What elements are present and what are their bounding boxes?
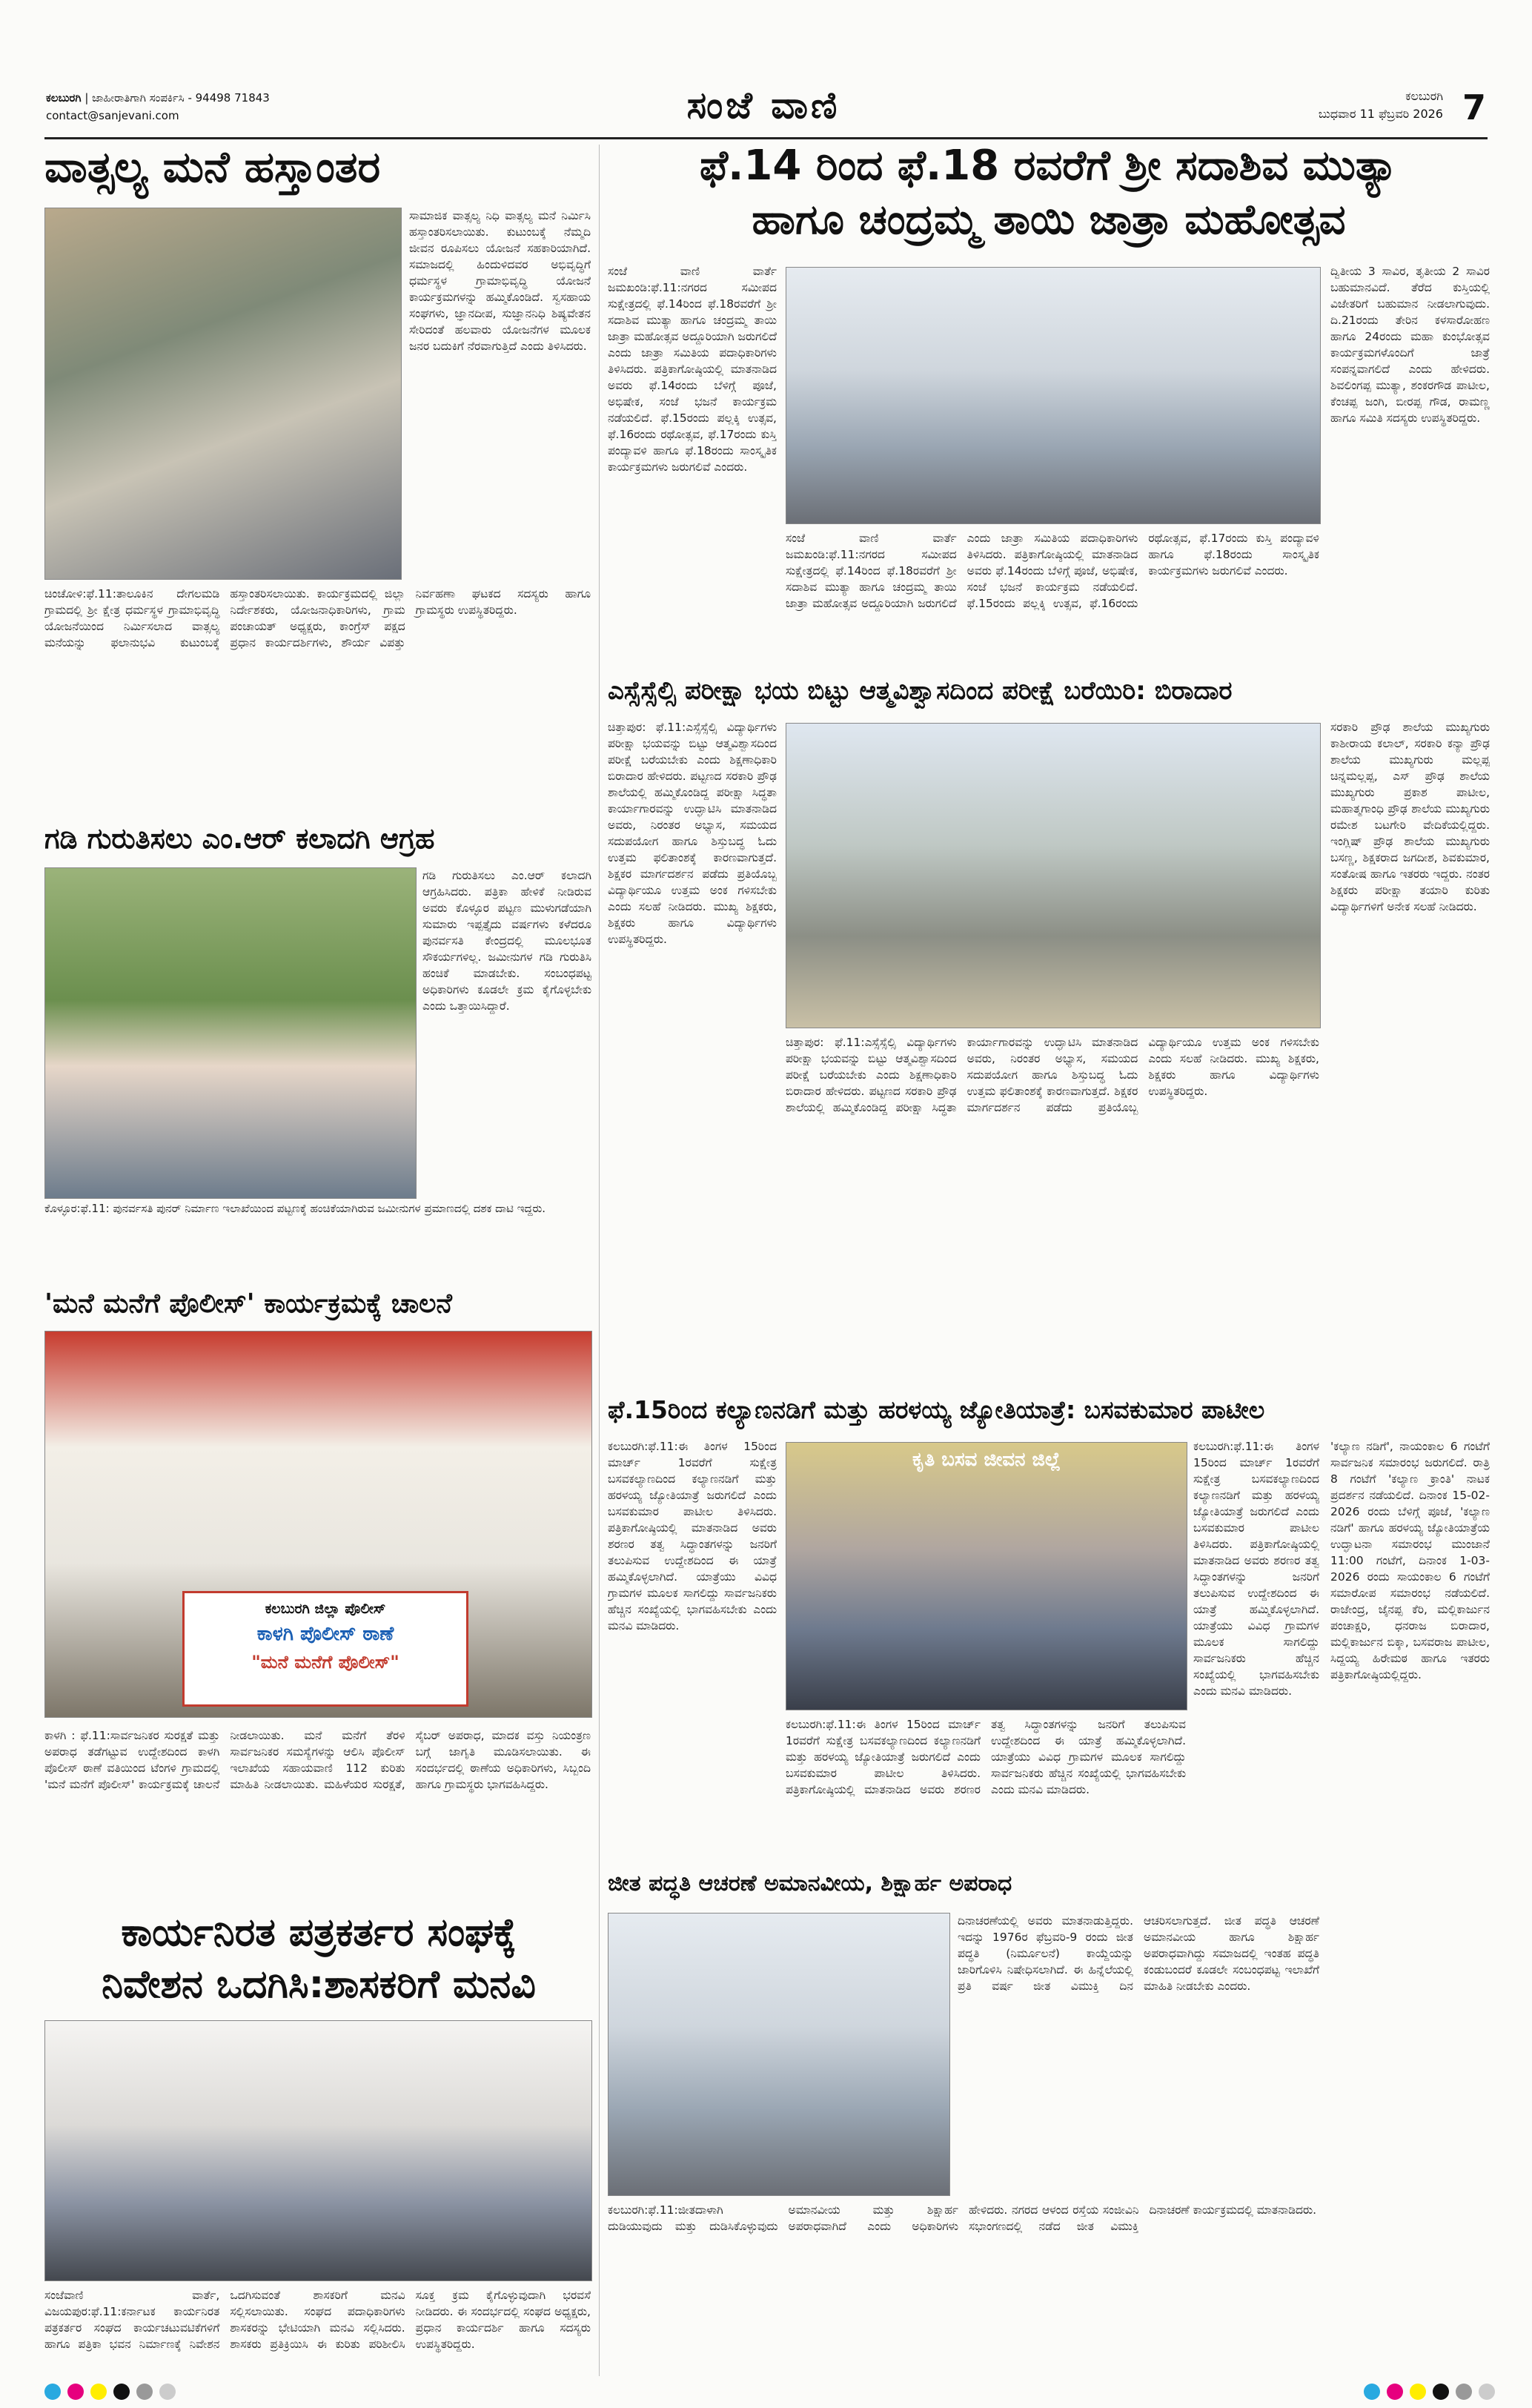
article7-body-right: 'ಕಲ್ಯಾಣ ನಡಿಗೆ', ನಾಯಂಕಾಲ 6 ಗಂಟೆಗೆ ಸಾರ್ವಜನಿಕ ಸಮಾರಂಭ ಜರುಗಲಿದೆ. ರಾತ್ರಿ 8 ಗಂಟೆಗೆ 'ಕಲ್ಯಾಣ ಕ್ರಾಂತಿ' ನಾಟಕ ಪ್ರದರ್ಶನ ನಡೆಯಲಿದೆ. ದಿನಾಂಕ 15-02-2026 ರಂದು ಬೆಳಿಗ್ಗೆ ಪೂಜೆ, 'ಕಲ್ಯಾಣ ನಡಿಗೆ' ಹಾಗೂ ಹರಳಯ್ಯ ಜ್ಯೋತಿಯಾತ್ರೆಯ ಉದ್ಘಾಟನಾ ಸಮಾರಂಭ ಮುಂಜಾನೆ 11:00 ಗಂಟೆಗೆ, ದಿನಾಂಕ 1-03-2026 ರಂದು ಸಾಯಂಕಾಲ 6 ಗಂಟೆಗೆ ಸಮಾರೋಪ ಸಮಾರಂಭ ನಡೆಯಲಿದೆ. ರಾಜೇಂದ್ರ, ಜೈನಪ್ಪ ಕೆರಿ, ಮಲ್ಲಿಕಾರ್ಜುನ ಪಂಚಾಕ್ಷರಿ, ಧನರಾಜ ಬಿರಾದಾರ, ಮಲ್ಲಿಕಾರ್ಜುನ ಬಿಕ್ಕಾ, ಬಸವರಾಜ ಪಾಟೀಲ, ಸಿದ್ದಯ್ಯ ಹಿರೇಮಠ ಹಾಗೂ ಇತರರು ಪತ್ರಿಕಾಗೋಷ್ಠಿಯಲ್ಲಿದ್ದರು. bbox=[1330, 1440, 1490, 1681]
swatch-gray bbox=[136, 2384, 153, 2400]
article6-headline: ಎಸ್ಸೆಸ್ಸೆಲ್ಸಿ ಪರೀಕ್ಷಾ ಭಯ ಬಿಟ್ಟು ಆತ್ಮವಿಶ್ವಾಸದಿಂದ ಪರೀಕ್ಷೆ ಬರೆಯಿರಿ: ಬಿರಾದಾರ bbox=[608, 676, 1233, 706]
masthead-left: ಕಲಬುರಗಿ | ಜಾಹೀರಾತಿಗಾಗಿ ಸಂಪರ್ಕಿಸಿ - 94498 71843 contact@sanjevani.com bbox=[46, 89, 270, 125]
swatch-lightgray bbox=[159, 2384, 176, 2400]
article1-photo bbox=[44, 208, 402, 580]
article1-body: ಚಿಂಚೋಳಿ:ಫೆ.11:ತಾಲೂಕಿನ ದೇಗಲಮಡಿ ಗ್ರಾಮದಲ್ಲಿ ಶ್ರೀ ಕ್ಷೇತ್ರ ಧರ್ಮಸ್ಥಳ ಗ್ರಾಮಾಭಿವೃದ್ಧಿ ಯೋಜನೆಯಿಂದ ನಿರ್ಮಿಸಲಾದ ವಾತ್ಸಲ್ಯ ಮನೆಯನ್ನು ಫಲಾನುಭವಿ ಕುಟುಂಬಕ್ಕೆ ಹಸ್ತಾಂತರಿಸಲಾಯಿತು. ಕಾರ್ಯಕ್ರಮದಲ್ಲಿ ಜಿಲ್ಲಾ ನಿರ್ದೇಶಕರು, ಯೋಜನಾಧಿಕಾರಿಗಳು, ಗ್ರಾಮ ಪಂಚಾಯತ್ ಅಧ್ಯಕ್ಷರು, ಕಾಂಗ್ರೆಸ್ ಪಕ್ಷದ ಪ್ರಧಾನ ಕಾರ್ಯದರ್ಶಿಗಳು, ಶೌರ್ಯ ವಿಪತ್ತು ನಿರ್ವಹಣಾ ಘಟಕದ ಸದಸ್ಯರು ಹಾಗೂ ಗ್ರಾಮಸ್ಥರು ಉಪಸ್ಥಿತರಿದ್ದರು. bbox=[44, 587, 591, 649]
article7-headline: ಫೆ.15ರಿಂದ ಕಲ್ಯಾಣನಡಿಗೆ ಮತ್ತು ಹರಳಯ್ಯ ಜ್ಯೋತಿಯಾತ್ರೆ: ಬಸವಕುಮಾರ ಪಾಟೀಲ bbox=[608, 1395, 1265, 1424]
article5-headline-line1: ಫೆ.14 ರಿಂದ ಫೆ.18 ರವರೆಗೆ ಶ್ರೀ ಸದಾಶಿವ ಮುತ್ಯಾ bbox=[699, 142, 1399, 190]
article4-photo bbox=[44, 2020, 592, 2281]
article6-body-col1: ಚಿತ್ತಾಪುರ: ಫೆ.11:ಎಸ್ಸೆಸ್ಸೆಲ್ಸಿ ವಿದ್ಯಾರ್ಥಿಗಳು ಪರೀಕ್ಷಾ ಭಯವನ್ನು ಬಿಟ್ಟು ಆತ್ಮವಿಶ್ವಾಸದಿಂದ ಪರೀಕ್ಷೆ ಬರೆಯಬೇಕು ಎಂದು ಶಿಕ್ಷಣಾಧಿಕಾರಿ ಬಿರಾದಾರ ಹೇಳಿದರು. ಪಟ್ಟಣದ ಸರಕಾರಿ ಪ್ರೌಢ ಶಾಲೆಯಲ್ಲಿ ಹಮ್ಮಿಕೊಂಡಿದ್ದ ಪರೀಕ್ಷಾ ಸಿದ್ಧತಾ ಕಾರ್ಯಾಗಾರವನ್ನು ಉದ್ಘಾಟಿಸಿ ಮಾತನಾಡಿದ ಅವರು, ನಿರಂತರ ಅಭ್ಯಾಸ, ಸಮಯದ ಸದುಪಯೋಗ ಹಾಗೂ ಶಿಸ್ತುಬದ್ಧ ಓದು ಉತ್ತಮ ಫಲಿತಾಂಶಕ್ಕೆ ಕಾರಣವಾಗುತ್ತದೆ. ಶಿಕ್ಷಕರ ಮಾರ್ಗದರ್ಶನ ಪಡೆದು ಪ್ರತಿಯೊಬ್ಬ ವಿದ್ಯಾರ್ಥಿಯೂ ಉತ್ತಮ ಅಂಕ ಗಳಿಸಬೇಕು ಎಂದು ಸಲಹೆ ನೀಡಿದರು. ಮುಖ್ಯ ಶಿಕ್ಷಕರು, ಶಿಕ್ಷಕರು ಹಾಗೂ ವಿದ್ಯಾರ್ಥಿಗಳು ಉಪಸ್ಥಿತರಿದ್ದರು. bbox=[608, 721, 777, 946]
color-swatches-left bbox=[44, 2384, 179, 2403]
swatch-black bbox=[1433, 2384, 1449, 2400]
article6-body-right: ಸರಕಾರಿ ಪ್ರೌಢ ಶಾಲೆಯ ಮುಖ್ಯಗುರು ಕಾಶೀರಾಯ ಕಲಾಲ್, ಸರಕಾರಿ ಕನ್ಯಾ ಪ್ರೌಢ ಶಾಲೆಯ ಮುಖ್ಯಗುರು ಮಲ್ಲಪ್ಪ ಚಿನ್ನಮಲ್ಲಪ್ಪ, ಎಸ್ ಪ್ರೌಢ ಶಾಲೆಯ ಮುಖ್ಯಗುರು ಪ್ರಕಾಶ ಪಾಟೀಲ, ಮಹಾತ್ಮಗಾಂಧಿ ಪ್ರೌಢ ಶಾಲೆಯ ಮುಖ್ಯಗುರು ರಮೇಶ ಬಟಗೇರಿ ವೇದಿಕೆಯಲ್ಲಿದ್ದರು. ಇಂಗ್ಲಿಷ್ ಪ್ರೌಢ ಶಾಲೆಯ ಮುಖ್ಯಗುರು ಬಸಣ್ಣ, ಶಿಕ್ಷಕರಾದ ಜಗದೀಶ, ಶಿವಕುಮಾರ, ಸಂತೋಷ ಹಾಗೂ ಇತರರು ಇದ್ದರು. ನಂತರ ಶಿಕ್ಷಕರು ಪರೀಕ್ಷಾ ತಯಾರಿ ಕುರಿತು ವಿದ್ಯಾರ್ಥಿಗಳಿಗೆ ಅನೇಕ ಸಲಹೆ ನೀಡಿದರು. bbox=[1330, 721, 1490, 913]
article3-photo bbox=[44, 1331, 592, 1718]
page-number: 7 bbox=[1462, 87, 1486, 128]
swatch-cyan bbox=[44, 2384, 61, 2400]
color-swatches-right bbox=[1364, 2384, 1498, 2403]
swatch-black bbox=[113, 2384, 130, 2400]
police-banner-line2: ಕಾಳಗಿ ಪೊಲೀಸ್ ಠಾಣೆ bbox=[256, 1623, 394, 1645]
masthead-ad-contact: ಜಾಹೀರಾತಿಗಾಗಿ ಸಂಪರ್ಕಿಸಿ - 94498 71843 bbox=[92, 91, 270, 105]
article6-body-bottom: ಚಿತ್ತಾಪುರ: ಫೆ.11:ಎಸ್ಸೆಸ್ಸೆಲ್ಸಿ ವಿದ್ಯಾರ್ಥಿಗಳು ಪರೀಕ್ಷಾ ಭಯವನ್ನು ಬಿಟ್ಟು ಆತ್ಮವಿಶ್ವಾಸದಿಂದ ಪರೀಕ್ಷೆ ಬರೆಯಬೇಕು ಎಂದು ಶಿಕ್ಷಣಾಧಿಕಾರಿ ಬಿರಾದಾರ ಹೇಳಿದರು. ಪಟ್ಟಣದ ಸರಕಾರಿ ಪ್ರೌಢ ಶಾಲೆಯಲ್ಲಿ ಹಮ್ಮಿಕೊಂಡಿದ್ದ ಪರೀಕ್ಷಾ ಸಿದ್ಧತಾ ಕಾರ್ಯಾಗಾರವನ್ನು ಉದ್ಘಾಟಿಸಿ ಮಾತನಾಡಿದ ಅವರು, ನಿರಂತರ ಅಭ್ಯಾಸ, ಸಮಯದ ಸದುಪಯೋಗ ಹಾಗೂ ಶಿಸ್ತುಬದ್ಧ ಓದು ಉತ್ತಮ ಫಲಿತಾಂಶಕ್ಕೆ ಕಾರಣವಾಗುತ್ತದೆ. ಶಿಕ್ಷಕರ ಮಾರ್ಗದರ್ಶನ ಪಡೆದು ಪ್ರತಿಯೊಬ್ಬ ವಿದ್ಯಾರ್ಥಿಯೂ ಉತ್ತಮ ಅಂಕ ಗಳಿಸಬೇಕು ಎಂದು ಸಲಹೆ ನೀಡಿದರು. ಮುಖ್ಯ ಶಿಕ್ಷಕರು, ಶಿಕ್ಷಕರು ಹಾಗೂ ವಿದ್ಯಾರ್ಥಿಗಳು ಉಪಸ್ಥಿತರಿದ್ದರು. bbox=[786, 1036, 1319, 1114]
police-banner bbox=[182, 1591, 468, 1707]
article4-body: ಸಂಜೆವಾಣಿ ವಾರ್ತೆ, ವಿಜಯಪುರ:ಫೆ.11:ಕರ್ನಾಟಕ ಕಾರ್ಯನಿರತ ಪತ್ರಕರ್ತರ ಸಂಘದ ಕಾರ್ಯಚಟುವಟಿಕೆಗಳಿಗೆ ಹಾಗೂ ಪತ್ರಿಕಾ ಭವನ ನಿರ್ಮಾಣಕ್ಕೆ ನಿವೇಶನ ಒದಗಿಸುವಂತೆ ಶಾಸಕರಿಗೆ ಮನವಿ ಸಲ್ಲಿಸಲಾಯಿತು. ಸಂಘದ ಪದಾಧಿಕಾರಿಗಳು ಶಾಸಕರನ್ನು ಭೇಟಿಯಾಗಿ ಮನವಿ ಸಲ್ಲಿಸಿದರು. ಶಾಸಕರು ಪ್ರತಿಕ್ರಿಯಿಸಿ ಈ ಕುರಿತು ಪರಿಶೀಲಿಸಿ ಸೂಕ್ತ ಕ್ರಮ ಕೈಗೊಳ್ಳುವುದಾಗಿ ಭರವಸೆ ನೀಡಿದರು. ಈ ಸಂದರ್ಭದಲ್ಲಿ ಸಂಘದ ಅಧ್ಯಕ್ಷರು, ಪ್ರಧಾನ ಕಾರ್ಯದರ್ಶಿ ಹಾಗೂ ಸದಸ್ಯರು ಉಪಸ್ಥಿತರಿದ್ದರು. bbox=[44, 2289, 591, 2351]
column-divider bbox=[599, 145, 600, 2376]
newspaper-logo: ಸಂಜೆ ವಾಣಿ bbox=[686, 83, 840, 127]
police-banner-line1: ಕಲಬುರಗಿ ಜಿಲ್ಲಾ ಪೊಲೀಸ್ bbox=[265, 1601, 386, 1617]
masthead-rule bbox=[44, 137, 1488, 139]
swatch-cyan bbox=[1364, 2384, 1380, 2400]
swatch-magenta bbox=[1387, 2384, 1403, 2400]
masthead-city: ಕಲಬುರಗಿ bbox=[46, 91, 82, 105]
masthead-date: ಬುಧವಾರ 11 ಫೆಬ್ರವರಿ 2026 bbox=[1318, 107, 1443, 121]
swatch-gray bbox=[1456, 2384, 1472, 2400]
article7-body-mid: ಕಲಬುರಗಿ:ಫೆ.11:ಈ ತಿಂಗಳ 15ರಿಂದ ಮಾರ್ಚ್ 1ರವರೆಗೆ ಸುಕ್ಷೇತ್ರ ಬಸವಕಲ್ಯಾಣದಿಂದ ಕಲ್ಯಾಣನಡಿಗೆ ಮತ್ತು ಹರಳಯ್ಯ ಜ್ಯೋತಿಯಾತ್ರೆ ಜರುಗಲಿದೆ ಎಂದು ಬಸವಕುಮಾರ ಪಾಟೀಲ ತಿಳಿಸಿದರು. ಪತ್ರಿಕಾಗೋಷ್ಠಿಯಲ್ಲಿ ಮಾತನಾಡಿದ ಅವರು ಶರಣರ ತತ್ವ ಸಿದ್ಧಾಂತಗಳನ್ನು ಜನರಿಗೆ ತಲುಪಿಸುವ ಉದ್ದೇಶದಿಂದ ಈ ಯಾತ್ರೆ ಹಮ್ಮಿಕೊಳ್ಳಲಾಗಿದೆ. ಯಾತ್ರೆಯು ವಿವಿಧ ಗ್ರಾಮಗಳ ಮೂಲಕ ಸಾಗಲಿದ್ದು ಸಾರ್ವಜನಿಕರು ಹೆಚ್ಚಿನ ಸಂಖ್ಯೆಯಲ್ಲಿ ಭಾಗವಹಿಸಬೇಕು ಎಂದು ಮನವಿ ಮಾಡಿದರು. bbox=[1193, 1440, 1319, 1698]
article5-photo bbox=[786, 267, 1321, 524]
article8-body-bottom: ಕಲಬುರಗಿ:ಫೆ.11:ಜೀತದಾಳಾಗಿ ದುಡಿಯುವುದು ಮತ್ತು ದುಡಿಸಿಕೊಳ್ಳುವುದು ಅಮಾನವೀಯ ಮತ್ತು ಶಿಕ್ಷಾರ್ಹ ಅಪರಾಧವಾಗಿದೆ ಎಂದು ಅಧಿಕಾರಿಗಳು ಹೇಳಿದರು. ನಗರದ ಆಳಂದ ರಸ್ತೆಯ ಸಂಜೀವಿನಿ ಸಭಾಂಗಣದಲ್ಲಿ ನಡೆದ ಜೀತ ವಿಮುಕ್ತಿ ದಿನಾಚರಣೆ ಕಾರ್ಯಕ್ರಮದಲ್ಲಿ ಮಾತನಾಡಿದರು. bbox=[608, 2203, 1317, 2233]
article5-body-col1: ಸಂಜೆ ವಾಣಿ ವಾರ್ತೆ ಜಮಖಂಡಿ:ಫೆ.11:ನಗರದ ಸಮೀಪದ ಸುಕ್ಷೇತ್ರದಲ್ಲಿ ಫೆ.14ರಿಂದ ಫೆ.18ರವರೆಗೆ ಶ್ರೀ ಸದಾಶಿವ ಮುತ್ಯಾ ಹಾಗೂ ಚಂದ್ರಮ್ಮ ತಾಯಿ ಜಾತ್ರಾ ಮಹೋತ್ಸವ ಅದ್ದೂರಿಯಾಗಿ ಜರುಗಲಿದೆ ಎಂದು ಜಾತ್ರಾ ಸಮಿತಿಯ ಪದಾಧಿಕಾರಿಗಳು ತಿಳಿಸಿದರು. ಪತ್ರಿಕಾಗೋಷ್ಠಿಯಲ್ಲಿ ಮಾತನಾಡಿದ ಅವರು ಫೆ.14ರಂದು ಬೆಳಿಗ್ಗೆ ಪೂಜೆ, ಅಭಿಷೇಕ, ಸಂಜೆ ಭಜನೆ ಕಾರ್ಯಕ್ರಮ ನಡೆಯಲಿದೆ. ಫೆ.15ರಂದು ಪಲ್ಲಕ್ಕಿ ಉತ್ಸವ, ಫೆ.16ರಂದು ರಥೋತ್ಸವ, ಫೆ.17ರಂದು ಕುಸ್ತಿ ಪಂದ್ಯಾವಳಿ ಹಾಗೂ ಫೆ.18ರಂದು ಸಾಂಸ್ಕೃತಿಕ ಕಾರ್ಯಕ್ರಮಗಳು ಜರುಗಲಿವೆ ಎಂದರು. bbox=[608, 265, 777, 474]
article7-body-col1: ಕಲಬುರಗಿ:ಫೆ.11:ಈ ತಿಂಗಳ 15ರಿಂದ ಮಾರ್ಚ್ 1ರವರೆಗೆ ಸುಕ್ಷೇತ್ರ ಬಸವಕಲ್ಯಾಣದಿಂದ ಕಲ್ಯಾಣನಡಿಗೆ ಮತ್ತು ಹರಳಯ್ಯ ಜ್ಯೋತಿಯಾತ್ರೆ ಜರುಗಲಿದೆ ಎಂದು ಬಸವಕುಮಾರ ಪಾಟೀಲ ತಿಳಿಸಿದರು. ಪತ್ರಿಕಾಗೋಷ್ಠಿಯಲ್ಲಿ ಮಾತನಾಡಿದ ಅವರು ಶರಣರ ತತ್ವ ಸಿದ್ಧಾಂತಗಳನ್ನು ಜನರಿಗೆ ತಲುಪಿಸುವ ಉದ್ದೇಶದಿಂದ ಈ ಯಾತ್ರೆ ಹಮ್ಮಿಕೊಳ್ಳಲಾಗಿದೆ. ಯಾತ್ರೆಯು ವಿವಿಧ ಗ್ರಾಮಗಳ ಮೂಲಕ ಸಾಗಲಿದ್ದು ಸಾರ್ವಜನಿಕರು ಹೆಚ್ಚಿನ ಸಂಖ್ಯೆಯಲ್ಲಿ ಭಾಗವಹಿಸಬೇಕು ಎಂದು ಮನವಿ ಮಾಡಿದರು. bbox=[608, 1440, 777, 1633]
swatch-yellow bbox=[90, 2384, 107, 2400]
article8-body: ದಿನಾಚರಣೆಯಲ್ಲಿ ಅವರು ಮಾತನಾಡುತ್ತಿದ್ದರು. ಇದನ್ನು 1976ರ ಫೆಬ್ರವರಿ-9 ರಂದು ಜೀತ ಪದ್ಧತಿ (ನಿರ್ಮೂಲನೆ) ಕಾಯ್ದೆಯನ್ನು ಜಾರಿಗೊಳಿಸಿ ನಿಷೇಧಿಸಲಾಗಿದೆ. ಈ ಹಿನ್ನೆಲೆಯಲ್ಲಿ ಪ್ರತಿ ವರ್ಷ ಜೀತ ವಿಮುಕ್ತಿ ದಿನ ಆಚರಿಸಲಾಗುತ್ತದೆ. ಜೀತ ಪದ್ಧತಿ ಆಚರಣೆ ಅಮಾನವೀಯ ಹಾಗೂ ಶಿಕ್ಷಾರ್ಹ ಅಪರಾಧವಾಗಿದ್ದು ಸಮಾಜದಲ್ಲಿ ಇಂತಹ ಪದ್ಧತಿ ಕಂಡುಬಂದರೆ ಕೂಡಲೇ ಸಂಬಂಧಪಟ್ಟ ಇಲಾಖೆಗೆ ಮಾಹಿತಿ ನೀಡಬೇಕು ಎಂದರು. bbox=[958, 1914, 1319, 1993]
masthead-email[interactable]: contact@sanjevani.com bbox=[46, 109, 179, 122]
article3-body: ಕಾಳಗಿ : ಫೆ.11:ಸಾರ್ವಜನಿಕರ ಸುರಕ್ಷತೆ ಮತ್ತು ಅಪರಾಧ ತಡೆಗಟ್ಟುವ ಉದ್ದೇಶದಿಂದ ಕಾಳಗಿ ಪೊಲೀಸ್ ಠಾಣೆ ವತಿಯಿಂದ ಟೆಂಗಳಿ ಗ್ರಾಮದಲ್ಲಿ 'ಮನೆ ಮನೆಗೆ ಪೊಲೀಸ್' ಕಾರ್ಯಕ್ರಮಕ್ಕೆ ಚಾಲನೆ ನೀಡಲಾಯಿತು. ಮನೆ ಮನೆಗೆ ತೆರಳಿ ಸಾರ್ವಜನಿಕರ ಸಮಸ್ಯೆಗಳನ್ನು ಆಲಿಸಿ ಪೊಲೀಸ್ ಇಲಾಖೆಯ ಸಹಾಯವಾಣಿ 112 ಕುರಿತು ಮಾಹಿತಿ ನೀಡಲಾಯಿತು. ಮಹಿಳೆಯರ ಸುರಕ್ಷತೆ, ಸೈಬರ್ ಅಪರಾಧ, ಮಾದಕ ವಸ್ತು ನಿಯಂತ್ರಣ ಬಗ್ಗೆ ಜಾಗೃತಿ ಮೂಡಿಸಲಾಯಿತು. ಈ ಸಂದರ್ಭದಲ್ಲಿ ಠಾಣೆಯ ಅಧಿಕಾರಿಗಳು, ಸಿಬ್ಬಂದಿ ಹಾಗೂ ಗ್ರಾಮಸ್ಥರು ಭಾಗವಹಿಸಿದ್ದರು. bbox=[44, 1729, 591, 1791]
article2-headline: ಗಡಿ ಗುರುತಿಸಲು ಎಂ.ಆರ್ ಕಲಾದಗಿ ಆಗ್ರಹ bbox=[44, 822, 435, 855]
article2-side-text: ಗಡಿ ಗುರುತಿಸಲು ಎಂ.ಆರ್ ಕಲಾದಗಿ ಆಗ್ರಹಿಸಿದರು. ಪತ್ರಿಕಾ ಹೇಳಿಕೆ ನೀಡಿರುವ ಅವರು ಕೊಳ್ಳೂರ ಪಟ್ಟಣ ಮುಳುಗಡೆಯಾಗಿ ಸುಮಾರು ಇಪ್ಪತ್ತೈದು ವರ್ಷಗಳು ಕಳೆದರೂ ಪುನರ್ವಸತಿ ಕೇಂದ್ರದಲ್ಲಿ ಮೂಲಭೂತ ಸೌಕರ್ಯಗಳಿಲ್ಲ. ಜಮೀನುಗಳ ಗಡಿ ಗುರುತಿಸಿ ಹಂಚಿಕೆ ಮಾಡಬೇಕು. ಸಂಬಂಧಪಟ್ಟ ಅಧಿಕಾರಿಗಳು ಕೂಡಲೇ ಕ್ರಮ ಕೈಗೊಳ್ಳಬೇಕು ಎಂದು ಒತ್ತಾಯಿಸಿದ್ದಾರೆ. bbox=[422, 869, 591, 1013]
police-banner-line3: "ಮನೆ ಮನೆಗೆ ಪೊಲೀಸ್" bbox=[251, 1652, 399, 1673]
masthead-right-city: ಕಲಬುರಗಿ bbox=[1405, 89, 1443, 103]
article5-body-right: ದ್ವಿತೀಯ 3 ಸಾವಿರ, ತೃತೀಯ 2 ಸಾವಿರ ಬಹುಮಾನವಿದೆ. ತೆರೆದ ಕುಸ್ತಿಯಲ್ಲಿ ವಿಜೇತರಿಗೆ ಬಹುಮಾನ ನೀಡಲಾಗುವುದು. ದಿ.21ರಂದು ತೇರಿನ ಕಳಸಾರೋಹಣ ಹಾಗೂ 24ರಂದು ಮಹಾ ಕುಂಭೋತ್ಸವ ಕಾರ್ಯಕ್ರಮಗಳೊಂದಿಗೆ ಜಾತ್ರೆ ಸಂಪನ್ನವಾಗಲಿದೆ ಎಂದು ಹೇಳಿದರು. ಶಿವಲಿಂಗಪ್ಪ ಮುತ್ಯಾ, ಶಂಕರಗೌಡ ಪಾಟೀಲ, ಕೆಂಚಪ್ಪ ಜಂಗಿ, ಬೀರಪ್ಪ ಗೌಡ, ರಾಮಣ್ಣ ಹಾಗೂ ಸಮಿತಿ ಸದಸ್ಯರು ಉಪಸ್ಥಿತರಿದ್ದರು. bbox=[1330, 265, 1490, 425]
article7-body-bottom: ಕಲಬುರಗಿ:ಫೆ.11:ಈ ತಿಂಗಳ 15ರಿಂದ ಮಾರ್ಚ್ 1ರವರೆಗೆ ಸುಕ್ಷೇತ್ರ ಬಸವಕಲ್ಯಾಣದಿಂದ ಕಲ್ಯಾಣನಡಿಗೆ ಮತ್ತು ಹರಳಯ್ಯ ಜ್ಯೋತಿಯಾತ್ರೆ ಜರುಗಲಿದೆ ಎಂದು ಬಸವಕುಮಾರ ಪಾಟೀಲ ತಿಳಿಸಿದರು. ಪತ್ರಿಕಾಗೋಷ್ಠಿಯಲ್ಲಿ ಮಾತನಾಡಿದ ಅವರು ಶರಣರ ತತ್ವ ಸಿದ್ಧಾಂತಗಳನ್ನು ಜನರಿಗೆ ತಲುಪಿಸುವ ಉದ್ದೇಶದಿಂದ ಈ ಯಾತ್ರೆ ಹಮ್ಮಿಕೊಳ್ಳಲಾಗಿದೆ. ಯಾತ್ರೆಯು ವಿವಿಧ ಗ್ರಾಮಗಳ ಮೂಲಕ ಸಾಗಲಿದ್ದು ಸಾರ್ವಜನಿಕರು ಹೆಚ್ಚಿನ ಸಂಖ್ಯೆಯಲ್ಲಿ ಭಾಗವಹಿಸಬೇಕು ಎಂದು ಮನವಿ ಮಾಡಿದರು. bbox=[786, 1718, 1186, 1796]
article2-caption: ಕೊಳ್ಳೂರ:ಫೆ.11: ಪುನರ್ವಸತಿ ಪುನರ್ ನಿರ್ಮಾಣ ಇಲಾಖೆಯಿಂದ ಪಟ್ಟಣಕ್ಕೆ ಹಂಚಿಕೆಯಾಗಿರುವ ಜಮೀನುಗಳ ಪ್ರಮಾಣದಲ್ಲಿ ದಶಕ ದಾಟಿ ಇದ್ದರು. bbox=[44, 1202, 546, 1215]
swatch-magenta bbox=[67, 2384, 84, 2400]
article5-headline-line2: ಹಾಗೂ ಚಂದ್ರಮ್ಮ ತಾಯಿ ಜಾತ್ರಾ ಮಹೋತ್ಸವ bbox=[752, 196, 1346, 244]
article4-headline-line1: ಕಾರ್ಯನಿರತ ಪತ್ರಕರ್ತರ ಸಂಘಕ್ಕೆ bbox=[121, 1911, 517, 1955]
article6-photo bbox=[786, 723, 1321, 1028]
article4-headline-line2: ನಿವೇಶನ ಒದಗಿಸಿ:ಶಾಸಕರಿಗೆ ಮನವಿ bbox=[102, 1962, 536, 2007]
article8-headline: ಜೀತ ಪದ್ಧತಿ ಆಚರಣೆ ಅಮಾನವೀಯ, ಶಿಕ್ಷಾರ್ಹ ಅಪರಾಧ bbox=[608, 1870, 1012, 1896]
swatch-lightgray bbox=[1479, 2384, 1495, 2400]
masthead-right bbox=[1319, 87, 1443, 123]
article5-body-bottom: ಸಂಜೆ ವಾಣಿ ವಾರ್ತೆ ಜಮಖಂಡಿ:ಫೆ.11:ನಗರದ ಸಮೀಪದ ಸುಕ್ಷೇತ್ರದಲ್ಲಿ ಫೆ.14ರಿಂದ ಫೆ.18ರವರೆಗೆ ಶ್ರೀ ಸದಾಶಿವ ಮುತ್ಯಾ ಹಾಗೂ ಚಂದ್ರಮ್ಮ ತಾಯಿ ಜಾತ್ರಾ ಮಹೋತ್ಸವ ಅದ್ದೂರಿಯಾಗಿ ಜರುಗಲಿದೆ ಎಂದು ಜಾತ್ರಾ ಸಮಿತಿಯ ಪದಾಧಿಕಾರಿಗಳು ತಿಳಿಸಿದರು. ಪತ್ರಿಕಾಗೋಷ್ಠಿಯಲ್ಲಿ ಮಾತನಾಡಿದ ಅವರು ಫೆ.14ರಂದು ಬೆಳಿಗ್ಗೆ ಪೂಜೆ, ಅಭಿಷೇಕ, ಸಂಜೆ ಭಜನೆ ಕಾರ್ಯಕ್ರಮ ನಡೆಯಲಿದೆ. ಫೆ.15ರಂದು ಪಲ್ಲಕ್ಕಿ ಉತ್ಸವ, ಫೆ.16ರಂದು ರಥೋತ್ಸವ, ಫೆ.17ರಂದು ಕುಸ್ತಿ ಪಂದ್ಯಾವಳಿ ಹಾಗೂ ಫೆ.18ರಂದು ಸಾಂಸ್ಕೃತಿಕ ಕಾರ್ಯಕ್ರಮಗಳು ಜರುಗಲಿವೆ ಎಂದರು. bbox=[786, 532, 1319, 610]
article3-headline: 'ಮನೆ ಮನೆಗೆ ಪೊಲೀಸ್' ಕಾರ್ಯಕ್ರಮಕ್ಕೆ ಚಾಲನೆ bbox=[44, 1289, 452, 1319]
article1-headline: ವಾತ್ಸಲ್ಯ ಮನೆ ಹಸ್ತಾಂತರ bbox=[44, 142, 381, 192]
article7-photo-banner: ಕೃತಿ ಬಸವ ಜೀವನ ಜಿಲ್ಲೆ bbox=[912, 1449, 1061, 1471]
article2-photo bbox=[44, 867, 417, 1199]
article7-photo bbox=[786, 1442, 1187, 1710]
article8-photo bbox=[608, 1913, 950, 2196]
article1-side-text: ಸಾಮಾಜಿಕ ವಾತ್ಸಲ್ಯ ನಿಧಿ ವಾತ್ಸಲ್ಯ ಮನೆ ನಿರ್ಮಿಸಿ ಹಸ್ತಾಂತರಿಸಲಾಯಿತು. ಕುಟುಂಬಕ್ಕೆ ನೆಮ್ಮದಿ ಜೀವನ ರೂಪಿಸಲು ಯೋಜನೆ ಸಹಕಾರಿಯಾಗಿದೆ. ಸಮಾಜದಲ್ಲಿ ಹಿಂದುಳಿದವರ ಅಭಿವೃದ್ಧಿಗೆ ಧರ್ಮಸ್ಥಳ ಗ್ರಾಮಾಭಿವೃದ್ಧಿ ಯೋಜನೆ ಕಾರ್ಯಕ್ರಮಗಳನ್ನು ಹಮ್ಮಿಕೊಂಡಿದೆ. ಸ್ವಸಹಾಯ ಸಂಘಗಳು, ಜ್ಞಾನದೀಪ, ಸುಜ್ಞಾನನಿಧಿ ಶಿಷ್ಯವೇತನ ಸೇರಿದಂತೆ ಹಲವಾರು ಯೋಜನೆಗಳ ಮೂಲಕ ಜನರ ಬದುಕಿಗೆ ನೆರವಾಗುತ್ತಿದೆ ಎಂದು ತಿಳಿಸಿದರು. bbox=[409, 209, 591, 353]
swatch-yellow bbox=[1410, 2384, 1426, 2400]
